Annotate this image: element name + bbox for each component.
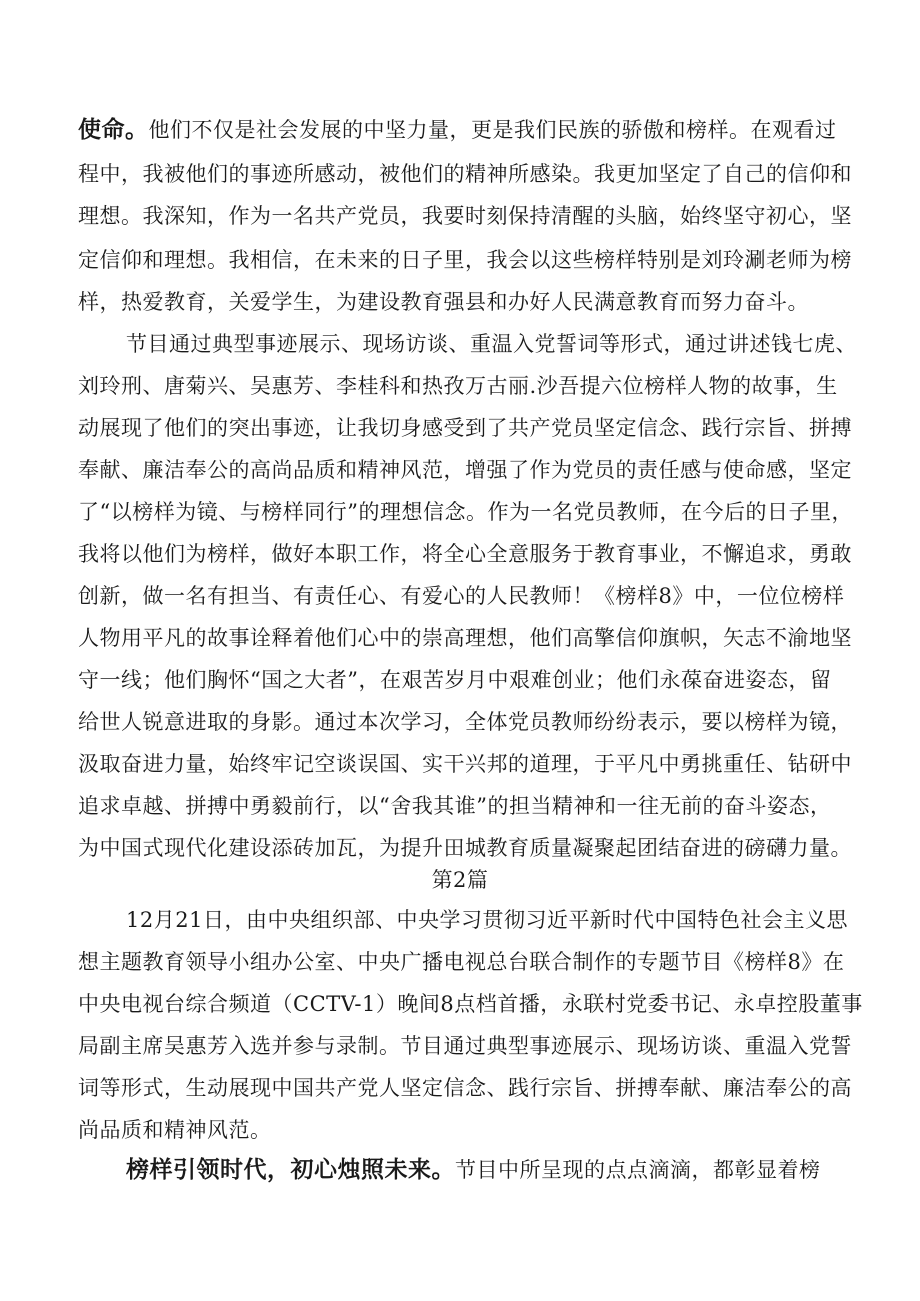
line-text: 了“以榜样为镜、与榜样同行”的理想信念。作为一名党员教师，在今后的日子里， — [78, 500, 853, 524]
section-heading — [0, 866, 920, 894]
paragraph-line — [0, 1156, 920, 1184]
line-text: 定信仰和理想。我相信，在未来的日子里，我会以这些榜样特别是刘玲涮老师为榜 — [78, 248, 852, 272]
paragraph-line — [0, 834, 920, 862]
line-text: 奉献、廉洁奉公的高尚品质和精神风范，增强了作为党员的责任感与使命感，坚定 — [78, 458, 852, 482]
paragraph-line — [0, 288, 920, 316]
paragraph-line — [0, 750, 920, 778]
line-text: 给世人锐意进取的身影。通过本次学习，全体党员教师纷纷表示，要以榜样为镜， — [78, 710, 852, 734]
line-text: 刘玲刑、唐菊兴、吴惠芳、李桂科和热孜万古丽.沙吾提六位榜样人物的故事，生 — [78, 374, 838, 398]
line-text: 局副主席吴惠芳入选并参与录制。节目通过典型事迹展示、现场访谈、重温入党誓 — [78, 1034, 852, 1058]
line-text: 汲取奋进力量，始终牢记空谈误国、实干兴邦的道理，于平凡中勇挑重任、钻研中 — [78, 752, 852, 776]
paragraph-line — [0, 1032, 920, 1060]
paragraph-line — [0, 582, 920, 610]
line-text: 理想。我深知，作为一名共产党员，我要时刻保持清醒的头脑，始终坚守初心，坚 — [78, 204, 852, 228]
line-text: 守一线；他们胸怀“国之大者”，在艰苦岁月中艰难创业；他们永葆奋进姿态，留 — [78, 668, 832, 692]
paragraph-line — [0, 1074, 920, 1102]
paragraph-line — [0, 792, 920, 820]
line-text: 为中国式现代化建设添砖加瓦，为提升田城教育质量凝聚起团结奋进的磅礴力量。 — [78, 836, 852, 860]
line-text: 人物用平凡的故事诠释着他们心中的崇高理想，他们高擎信仰旗帜，矢志不渝地坚 — [78, 626, 852, 650]
line-text: 节目中所呈现的点点滴滴，都彰显着榜 — [455, 1158, 821, 1182]
line-text: 12月21日，由中央组织部、中央学习贯彻习近平新时代中国特色社会主义思 — [126, 908, 848, 932]
paragraph-line — [0, 906, 920, 934]
line-text: 词等形式，生动展现中国共产党人坚定信念、践行宗旨、拼搏奉献、廉洁奉公的高 — [78, 1076, 852, 1100]
paragraph-line — [0, 1116, 920, 1144]
paragraph-line — [0, 202, 920, 230]
line-text: 想主题教育领导小组办公室、中央广播电视总台联合制作的专题节目《榜样8》在 — [78, 950, 845, 974]
paragraph-line — [0, 498, 920, 526]
paragraph-line — [0, 540, 920, 568]
paragraph-line — [0, 116, 920, 144]
line-text: 程中，我被他们的事迹所感动，被他们的精神所感染。我更加坚定了自己的信仰和 — [78, 162, 852, 186]
line-text: 样，热爱教育，关爱学生，为建设教育强县和办好人民满意教育而努力奋斗。 — [78, 290, 809, 314]
line-text: 追求卓越、拼搏中勇毅前行，以“舍我其谁”的担当精神和一往无前的奋斗姿态， — [78, 794, 832, 818]
bold-lead-phrase: 使命。 — [78, 116, 149, 143]
paragraph-line — [0, 624, 920, 652]
paragraph-line — [0, 666, 920, 694]
line-text: 我将以他们为榜样，做好本职工作，将全心全意服务于教育事业，不懈追求，勇敢 — [78, 542, 852, 566]
paragraph-line — [0, 160, 920, 188]
paragraph-line — [0, 330, 920, 358]
line-text: 中央电视台综合频道（CCTV-1）晚间8点档首播，永联村党委书记、永卓控股董事 — [78, 992, 863, 1016]
paragraph-line — [0, 708, 920, 736]
line-text: 他们不仅是社会发展的中坚力量，更是我们民族的骄傲和榜样。在观看过 — [148, 118, 837, 142]
paragraph-line — [0, 372, 920, 400]
paragraph-line — [0, 456, 920, 484]
line-text: 动展现了他们的突出事迹，让我切身感受到了共产党员坚定信念、践行宗旨、拼搏 — [78, 416, 852, 440]
line-text: 尚品质和精神风范。 — [78, 1118, 272, 1142]
paragraph-line — [0, 990, 920, 1018]
section-heading-text: 第2篇 — [431, 868, 489, 892]
paragraph-line — [0, 246, 920, 274]
paragraph-line — [0, 414, 920, 442]
line-text: 节目通过典型事迹展示、现场访谈、重温入党誓词等形式，通过讲述钱七虎、 — [126, 332, 857, 356]
line-text: 创新，做一名有担当、有责任心、有爱心的人民教师！《榜样8》中，一位位榜样 — [78, 584, 845, 608]
paragraph-line — [0, 948, 920, 976]
bold-lead-phrase: 榜样引领时代，初心烛照未来。 — [126, 1156, 455, 1183]
